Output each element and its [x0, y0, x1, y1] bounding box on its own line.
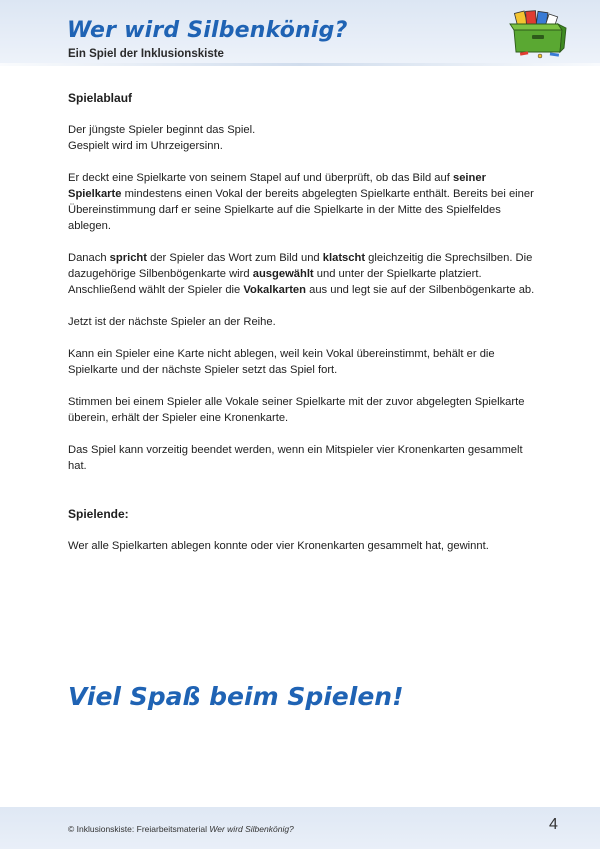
toolbox-with-cards-icon [506, 10, 568, 60]
copyright-text: © Inklusionskiste: Freiarbeitsmaterial [68, 824, 210, 834]
paragraph-draw-card [68, 170, 536, 234]
paragraph-no-match: Kann ein Spieler eine Karte nicht ablegen, weil kein Vokal übereinstimmt, behält er die Spielkarte und der nächste Spieler setzt das Spiel fort. [68, 348, 495, 376]
section-heading-spielablauf: Spielablauf [68, 91, 133, 105]
paragraph-crown-card: Stimmen bei einem Spieler alle Vokale seiner Spielkarte mit der zuvor abgelegten Spielkarte überein, erhält der Spieler eine Kronenkarte. [68, 396, 525, 424]
page-number: 4 [549, 816, 558, 833]
text-run: Er deckt eine Spielkarte von seinem Stapel auf und überprüft, ob das Bild auf [68, 172, 453, 184]
paragraph-start [68, 122, 536, 154]
work-title: Wer wird Silbenkönig? [209, 824, 294, 834]
section-heading-spielende: Spielende: [68, 507, 129, 521]
paragraph-text: Gespielt wird im Uhrzeigersinn. [68, 140, 223, 152]
text-run: aus und legt sie auf der Silbenbögenkarte ab. [305, 284, 535, 296]
text-run: mindestens einen Vokal der bereits abgelegten Spielkarte enthält. Bereits bei einer Übereinstimmung darf er seine Spielkarte auf die Spielkarte in der Mitte des Spielfeldes ablegen. [68, 188, 534, 232]
bold-text: seiner Spielkarte [68, 172, 486, 200]
paragraph-winner: Wer alle Spielkarten ablegen konnte oder vier Kronenkarten gesammelt hat, gewinnt. [68, 540, 489, 552]
page-title: Wer wird Silbenkönig? [67, 18, 348, 43]
bold-text: Vokalkarten [243, 284, 306, 296]
bold-text: klatscht [322, 252, 366, 264]
paragraph-speak-clap [68, 250, 536, 298]
footer-copyright [68, 824, 294, 834]
paragraph-text: Der jüngste Spieler beginnt das Spiel. [68, 124, 256, 136]
page-subtitle: Ein Spiel der Inklusionskiste [68, 48, 224, 60]
text-run: und unter der Spielkarte platziert. Anschließend wählt der Spieler die [68, 268, 482, 296]
text-run: gleichzeitig die Sprechsilben. Die dazugehörige Silbenbögenkarte wird [68, 252, 533, 280]
closing-slogan: Viel Spaß beim Spielen! [68, 682, 404, 711]
text-run: der Spieler das Wort zum Bild und [146, 252, 323, 264]
paragraph-next-player: Jetzt ist der nächste Spieler an der Reihe. [68, 316, 276, 328]
bold-text: ausgewählt [252, 268, 314, 280]
paragraph-early-end: Das Spiel kann vorzeitig beendet werden, wenn ein Mitspieler vier Kronenkarten gesammelt hat. [68, 444, 523, 472]
bold-text: spricht [109, 252, 147, 264]
text-run: Danach [68, 252, 110, 264]
content-area [68, 90, 536, 570]
